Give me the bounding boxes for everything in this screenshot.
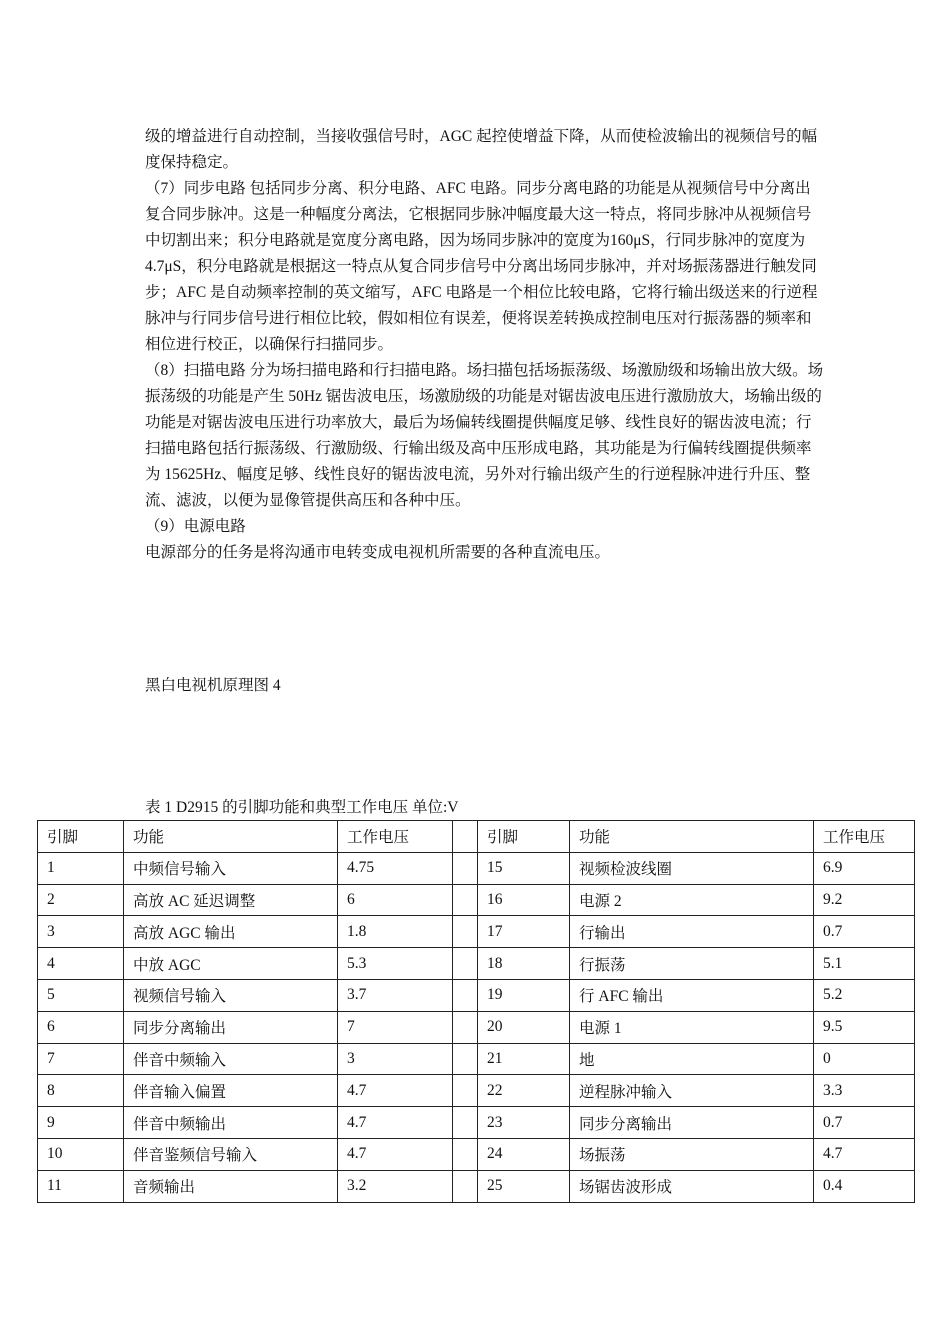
cell-function: 伴音中频输出: [124, 1107, 338, 1139]
cell-pin-right: 25: [478, 1170, 570, 1202]
table-caption: 表 1 D2915 的引脚功能和典型工作电压 单位:V: [145, 799, 459, 816]
cell-pin-right: 15: [478, 852, 570, 884]
body-text: [145, 124, 825, 566]
header-pin-right: 引脚: [478, 821, 570, 853]
cell-function-right: 电源 2: [570, 884, 814, 916]
cell-function: 伴音输入偏置: [124, 1075, 338, 1107]
cell-voltage: 4.7: [338, 1138, 453, 1170]
cell-voltage-right: 5.2: [814, 979, 915, 1011]
cell-voltage: 3.7: [338, 979, 453, 1011]
cell-function: 伴音中频输入: [124, 1043, 338, 1075]
cell-function-right: 行振荡: [570, 948, 814, 980]
cell-pin-right: 19: [478, 979, 570, 1011]
table-header-row: [38, 821, 915, 853]
cell-pin: 9: [38, 1107, 124, 1139]
cell-voltage: 4.7: [338, 1075, 453, 1107]
cell-spacer: [453, 852, 478, 884]
cell-function: 中放 AGC: [124, 948, 338, 980]
table-row: [38, 1075, 915, 1107]
table-row: [38, 884, 915, 916]
cell-voltage: 3.2: [338, 1170, 453, 1202]
cell-pin: 11: [38, 1170, 124, 1202]
cell-function-right: 场锯齿波形成: [570, 1170, 814, 1202]
cell-voltage: 5.3: [338, 948, 453, 980]
cell-voltage-right: 9.5: [814, 1011, 915, 1043]
header-function-right: 功能: [570, 821, 814, 853]
cell-function: 高放 AGC 输出: [124, 916, 338, 948]
cell-pin-right: 24: [478, 1138, 570, 1170]
cell-function: 伴音鉴频信号输入: [124, 1138, 338, 1170]
paragraph-sync-circuit: （7）同步电路 包括同步分离、积分电路、AFC 电路。同步分离电路的功能是从视频信号中分离出复合同步脉冲。这是一种幅度分离法，它根据同步脉冲幅度最大这一特点，将同步脉冲从视频信号中切割出来；积分电路就是宽度分离电路，因为场同步脉冲的宽度为160μS，行同步脉冲的宽度为 4.7μS，积分电路就是根据这一特点从复合同步信号中分离出场同步脉冲，并对场振荡器进行触发同步；AFC 是自动频率控制的英文缩写，AFC 电路是一个相位比较电路，它将行输出级送来的行逆程脉冲与行同步信号进行相位比较，假如相位有误差，便将误差转换成控制电压对行振荡器的频率和相位进行校正，以确保行扫描同步。: [145, 180, 818, 353]
header-pin: 引脚: [38, 821, 124, 853]
cell-pin: 10: [38, 1138, 124, 1170]
cell-voltage-right: 0.4: [814, 1170, 915, 1202]
header-voltage: 工作电压: [338, 821, 453, 853]
cell-pin-right: 21: [478, 1043, 570, 1075]
cell-function-right: 同步分离输出: [570, 1107, 814, 1139]
figure-caption: 黑白电视机原理图 4: [145, 677, 281, 694]
cell-pin: 2: [38, 884, 124, 916]
cell-function: 同步分离输出: [124, 1011, 338, 1043]
cell-pin-right: 22: [478, 1075, 570, 1107]
cell-function-right: 行输出: [570, 916, 814, 948]
cell-voltage: 4.75: [338, 852, 453, 884]
cell-spacer: [453, 1011, 478, 1043]
cell-spacer: [453, 916, 478, 948]
cell-spacer: [453, 884, 478, 916]
cell-voltage: 4.7: [338, 1107, 453, 1139]
cell-pin-right: 16: [478, 884, 570, 916]
paragraph-power-circuit: 电源部分的任务是将沟通市电转变成电视机所需要的各种直流电压。: [145, 544, 611, 561]
table-row: [38, 1170, 915, 1202]
cell-voltage-right: 0.7: [814, 916, 915, 948]
cell-function-right: 电源 1: [570, 1011, 814, 1043]
cell-pin: 1: [38, 852, 124, 884]
cell-pin-right: 20: [478, 1011, 570, 1043]
cell-pin: 7: [38, 1043, 124, 1075]
cell-voltage-right: 6.9: [814, 852, 915, 884]
cell-spacer: [453, 1043, 478, 1075]
cell-pin: 5: [38, 979, 124, 1011]
cell-spacer: [453, 948, 478, 980]
cell-voltage-right: 9.2: [814, 884, 915, 916]
cell-voltage-right: 0: [814, 1043, 915, 1075]
table-row: [38, 1138, 915, 1170]
cell-function-right: 地: [570, 1043, 814, 1075]
table-row: [38, 1011, 915, 1043]
cell-spacer: [453, 1138, 478, 1170]
cell-pin-right: 23: [478, 1107, 570, 1139]
cell-pin: 6: [38, 1011, 124, 1043]
table-row: [38, 1107, 915, 1139]
cell-voltage: 6: [338, 884, 453, 916]
cell-voltage-right: 5.1: [814, 948, 915, 980]
cell-voltage: 7: [338, 1011, 453, 1043]
paragraph-scan-circuit: （8）扫描电路 分为场扫描电路和行扫描电路。场扫描包括场振荡级、场激励级和场输出放大级。场振荡级的功能是产生 50Hz 锯齿波电压，场激励级的功能是对锯齿波电压进行激励放大，场输出级的功能是对锯齿波电压进行功率放大，最后为场偏转线圈提供幅度足够、线性良好的锯齿波电流；行扫描电路包括行振荡级、行激励级、行输出级及高中压形成电路，其功能是为行偏转线圈提供频率为 15625Hz、幅度足够、线性良好的锯齿波电流，另外对行输出级产生的行逆程脉冲进行升压、整流、滤波，以便为显像管提供高压和各种中压。: [145, 362, 824, 509]
cell-function: 高放 AC 延迟调整: [124, 884, 338, 916]
cell-voltage: 3: [338, 1043, 453, 1075]
cell-function-right: 行 AFC 输出: [570, 979, 814, 1011]
cell-pin-right: 17: [478, 916, 570, 948]
cell-pin: 3: [38, 916, 124, 948]
cell-function: 音频输出: [124, 1170, 338, 1202]
cell-pin: 4: [38, 948, 124, 980]
cell-function: 中频信号输入: [124, 852, 338, 884]
table-row: [38, 916, 915, 948]
cell-function-right: 场振荡: [570, 1138, 814, 1170]
cell-spacer: [453, 979, 478, 1011]
cell-function-right: 视频检波线圈: [570, 852, 814, 884]
heading-power-circuit: （9）电源电路: [145, 518, 246, 535]
header-function: 功能: [124, 821, 338, 853]
cell-voltage-right: 0.7: [814, 1107, 915, 1139]
cell-spacer: [453, 1170, 478, 1202]
cell-function: 视频信号输入: [124, 979, 338, 1011]
header-spacer: [453, 821, 478, 853]
cell-pin-right: 18: [478, 948, 570, 980]
header-voltage-right: 工作电压: [814, 821, 915, 853]
cell-spacer: [453, 1107, 478, 1139]
table-row: [38, 979, 915, 1011]
cell-function-right: 逆程脉冲输入: [570, 1075, 814, 1107]
cell-voltage-right: 3.3: [814, 1075, 915, 1107]
cell-pin: 8: [38, 1075, 124, 1107]
table-row: [38, 1043, 915, 1075]
pin-voltage-table: [37, 820, 915, 1203]
paragraph-agc-continuation: 级的增益进行自动控制，当接收强信号时，AGC 起控使增益下降，从而使检波输出的视频信号的幅度保持稳定。: [145, 128, 818, 171]
cell-voltage-right: 4.7: [814, 1138, 915, 1170]
cell-spacer: [453, 1075, 478, 1107]
table-row: [38, 948, 915, 980]
table-row: [38, 852, 915, 884]
cell-voltage: 1.8: [338, 916, 453, 948]
